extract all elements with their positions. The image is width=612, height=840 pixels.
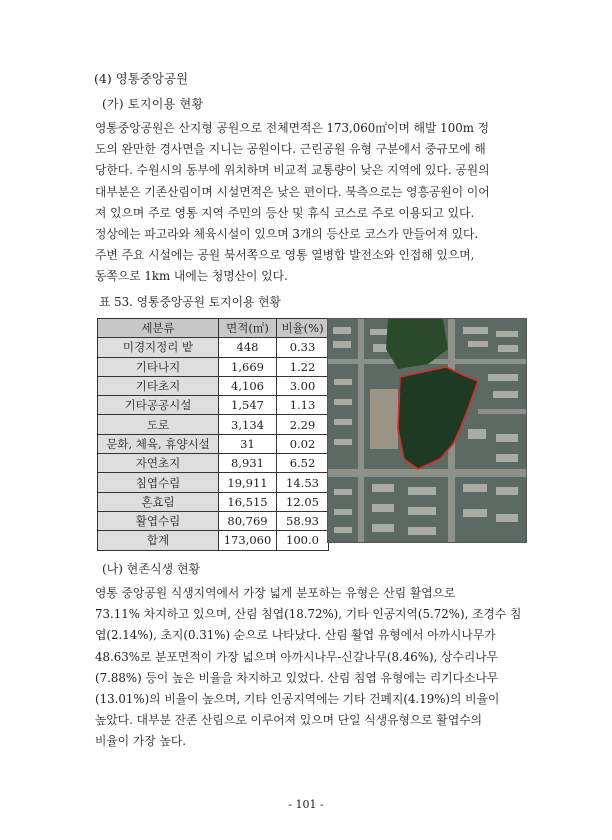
header-category: 세분류	[98, 319, 219, 338]
table-row	[98, 454, 329, 473]
total-category: 합계	[98, 531, 219, 550]
vegetation-subheading: (나) 현존식생 현황	[102, 562, 201, 576]
table-row	[98, 376, 329, 395]
table-caption: 표 53. 영통중앙공원 토지이용 현황	[99, 295, 281, 309]
row-ratio: 0.33	[277, 338, 329, 357]
row-category: 도로	[98, 415, 219, 434]
row-area: 31	[219, 434, 277, 453]
table-row	[98, 434, 329, 453]
table-row	[98, 492, 329, 511]
header-ratio: 비율(%)	[277, 319, 329, 338]
table-row	[98, 396, 329, 415]
table-row	[98, 415, 329, 434]
section-heading: (4) 영통중앙공원	[94, 71, 189, 86]
row-category: 기타초지	[98, 376, 219, 395]
row-ratio: 6.52	[277, 454, 329, 473]
total-area: 173,060	[219, 531, 277, 550]
row-category: 기타공공시설	[98, 396, 219, 415]
row-area: 80,769	[219, 511, 277, 530]
row-area: 3,134	[219, 415, 277, 434]
row-category: 미경지정리 밭	[98, 338, 219, 357]
row-ratio: 3.00	[277, 376, 329, 395]
table-header-row	[98, 319, 329, 338]
table-row	[98, 338, 329, 357]
row-category: 문화, 체육, 휴양시설	[98, 434, 219, 453]
vegetation-paragraph: 영통 중앙공원 식생지역에서 가장 넓게 분포하는 유형은 산림 활엽으로 73.11% 차지하고 있으며, 산림 침엽(18.72%), 기타 인공지역(5.72%), 조경수 침 엽(2.14%), 초지(0.31%) 순으로 나타났다. 산림 활엽 유형에서 아까시나무가 48.63%로 분포면적이 가장 넓으며 아까시나무-신갈나무(8.46%), 상수리나무 (7.88%) 등이 높은 비율을 차지하고 있었다. 산림 침엽 유형에는 리기다소나무 (13.01%)의 비율이 높으며, 기타 인공지역에는 기타 건폐지(4.19%)의 비율이 높았다. 대부분 잔존 산림으로 이루어져 있으며 단일 식생유형으로 활엽수의 비율이 가장 높다.	[95, 586, 522, 749]
row-area: 8,931	[219, 454, 277, 473]
row-area: 19,911	[219, 473, 277, 492]
row-area: 1,669	[219, 357, 277, 376]
land-use-paragraph: 영통중앙공원은 산지형 공원으로 전체면적은 173,060㎡이며 해발 100m 정 도의 완만한 경사면을 지니는 공원이다. 근린공원 유형 구분에서 중규모에 해 당한다. 수원시의 동부에 위치하며 비교적 교통량이 낮은 지역에 있다. 공원의 대부분은 기존산림이며 시설면적은 낮은 편이다. 북측으로는 영흥공원이 이어 져 있으며 주로 영통 지역 주민의 등산 및 휴식 코스로 주로 이용되고 있다. 정상에는 파고라와 체육시설이 있으며 3개의 등산로 코스가 만들어져 있다. 주변 주요 시설에는 공원 북서쪽으로 영통 열병합 발전소와 인접해 있으며, 동쪽으로 1km 내에는 청명산이 있다.	[95, 121, 490, 284]
row-category: 침엽수림	[98, 473, 219, 492]
table-total-row	[98, 531, 329, 550]
land-use-subheading: (가) 토지이용 현황	[102, 97, 204, 111]
row-ratio: 12.05	[277, 492, 329, 511]
table-row	[98, 357, 329, 376]
page-number: - 101 -	[288, 798, 324, 811]
row-area: 4,106	[219, 376, 277, 395]
aerial-photo	[327, 318, 527, 543]
row-ratio: 14.53	[277, 473, 329, 492]
land-use-table	[97, 318, 329, 551]
row-ratio: 1.13	[277, 396, 329, 415]
header-area: 면적(㎡)	[219, 319, 277, 338]
table-row	[98, 473, 329, 492]
row-ratio: 0.02	[277, 434, 329, 453]
row-area: 448	[219, 338, 277, 357]
row-ratio: 2.29	[277, 415, 329, 434]
row-area: 16,515	[219, 492, 277, 511]
row-area: 1,547	[219, 396, 277, 415]
total-ratio: 100.0	[277, 531, 329, 550]
row-ratio: 58.93	[277, 511, 329, 530]
aerial-photo-image	[328, 319, 526, 542]
row-category: 자연초지	[98, 454, 219, 473]
row-category: 기타나지	[98, 357, 219, 376]
row-category: 혼효림	[98, 492, 219, 511]
table-row	[98, 511, 329, 530]
row-ratio: 1.22	[277, 357, 329, 376]
row-category: 활엽수림	[98, 511, 219, 530]
